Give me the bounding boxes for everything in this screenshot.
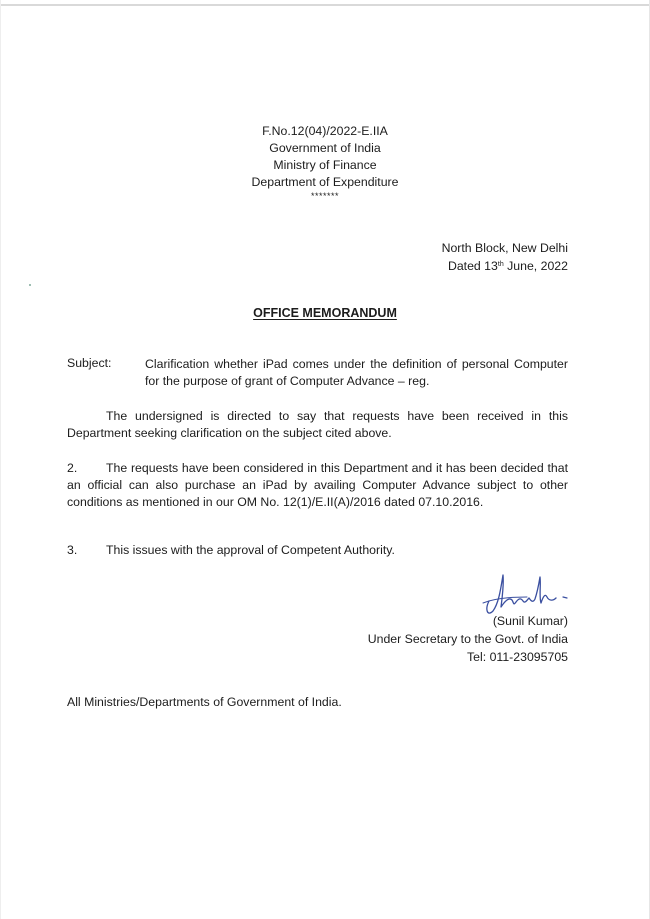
file-number: F.No.12(04)/2022-E.IIA (262, 124, 388, 138)
date-suffix: June, 2022 (503, 259, 568, 273)
date-prefix: Dated 13 (447, 259, 498, 273)
place: North Block, New Delhi (441, 241, 568, 255)
place-date-block (442, 239, 568, 275)
subject-text: Clarification whether iPad comes under the definition of personal Computer for the purpose of grant of Computer Advance – reg. (145, 357, 568, 388)
header-stars: ******* (310, 191, 340, 201)
paragraph-text: The requests have been considered in this Department and it has been decided that an official can also purchase an iPad by availing Computer Advance subject to other conditions as mentioned in our OM No. 12(1)/E.II(A)/2016 dated 07.10.2016. (67, 461, 568, 509)
paragraph-number: 2. (67, 461, 78, 475)
memo-header (0, 123, 650, 201)
org-department: Department of Expenditure (251, 175, 399, 189)
addressee: All Ministries/Departments of Government of India. (67, 695, 342, 709)
org-government: Government of India (269, 141, 381, 155)
memo-title: OFFICE MEMORANDUM (253, 306, 397, 320)
paragraph-2 (67, 460, 568, 511)
date-ordinal: th (497, 261, 504, 268)
signatory-telephone: Tel: 011-23095705 (467, 650, 568, 664)
date-line (442, 257, 568, 275)
scan-speck (29, 284, 31, 286)
paragraph-1: The undersigned is directed to say that requests have been received in this Department seeking clarification on the subject cited above. (67, 409, 568, 440)
signatory-block (368, 612, 568, 666)
signatory-name: (Sunil Kumar) (492, 614, 568, 628)
org-ministry: Ministry of Finance (273, 158, 377, 172)
paragraph-3 (67, 542, 568, 559)
subject-label: Subject: (67, 356, 112, 370)
signatory-designation: Under Secretary to the Govt. of India (367, 632, 568, 646)
paragraph-number: 3. (67, 543, 78, 557)
scan-top-edge (0, 4, 650, 6)
paragraph-text: This issues with the approval of Competent Authority. (106, 543, 395, 557)
